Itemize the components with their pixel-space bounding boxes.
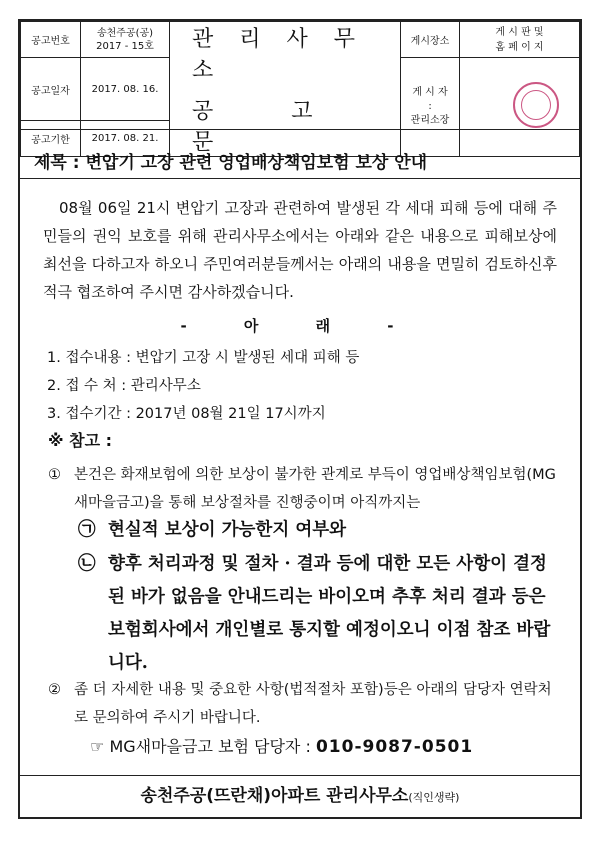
contact-line [90, 734, 473, 757]
list-item: 3. 접수기간 : 2017년 08월 21일 17시까지 [47, 406, 326, 422]
list-item: 2. 접 수 처 : 관리사무소 [47, 378, 201, 394]
sub-note-number: ㉡ [78, 554, 96, 574]
note-text: 본건은 화재보험에 의한 보상이 불가한 관계로 부득이 영업배상책임보험(MG새마을금고)을 통해 보상절차를 진행중이며 아직까지는 [74, 467, 556, 511]
note-number: ② [48, 682, 61, 698]
sub-note-number: ㉠ [78, 520, 96, 540]
page-title: 제목 : 변압기 고장 관련 영업배상책임보험 보상 안내 [34, 153, 428, 173]
official-seal-icon [513, 82, 559, 128]
footer-org: 송천주공(뜨란채)아파트 관리사무소 [140, 786, 409, 806]
post-place-label: 게시장소 [401, 22, 460, 58]
note-number: ① [48, 467, 61, 483]
item-list [47, 344, 359, 428]
list-item: 1. 접수내용 : 변압기 고장 시 발생된 세대 피해 등 [47, 350, 360, 366]
poster-label: 게 시 자 : 관리소장 [401, 58, 460, 157]
body-paragraph: 08월 06일 21시 변압기 고장과 관련하여 발생된 각 세대 피해 등에 대해 주민들의 권익 보호를 위해 관리사무소에서는 아래와 같은 내용으로 피해보상에 최선을 다하고자 하오니 주민여러분들께서는 아래의 내용을 면밀히 검토하신후 적극 협조하여 주시면 감사하겠습니다. [43, 199, 557, 301]
reference-heading: ※ 참고 : [48, 431, 113, 450]
pointing-hand-icon: ☞ [90, 737, 105, 756]
notice-deadline-label: 공고기한 [21, 121, 81, 157]
footer-note: (직인생략) [408, 791, 460, 804]
note-text: 좀 더 자세한 내용 및 중요한 사항(법적절차 포함)등은 아래의 담당자 연락처로 문의하여 주시기 바랍니다. [74, 682, 552, 726]
sub-note-text: 현실적 보상이 가능한지 여부와 [108, 520, 347, 540]
footer [20, 775, 580, 817]
notice-date-label: 공고일자 [21, 58, 81, 121]
doc-type: 공고문 [192, 99, 391, 155]
sub-note-text: 향후 처리과정 및 절차 · 결과 등에 대한 모든 사항이 결정된 바가 없음을 안내드리는 바이오며 추후 처리 결과 등은 보험회사에서 개인별로 통지할 예정이오니 이점 참조 바랍니다. [108, 554, 551, 673]
contact-label: MG새마을금고 보험 담당자 : [109, 737, 311, 756]
org-title: 관리사무소 [192, 27, 382, 83]
notice-deadline-value: 2017. 08. 21. [81, 121, 170, 157]
below-heading: - 아 래 - [180, 317, 420, 335]
notice-no-value: 송천주공(공) 2017 - 15호 [81, 22, 170, 58]
notice-no-label: 공고번호 [21, 22, 81, 58]
notice-date-value: 2017. 08. 16. [81, 58, 170, 121]
post-place-value: 게 시 판 및 홈 페 이 지 [460, 22, 580, 58]
contact-phone: 010-9087-0501 [315, 737, 474, 757]
